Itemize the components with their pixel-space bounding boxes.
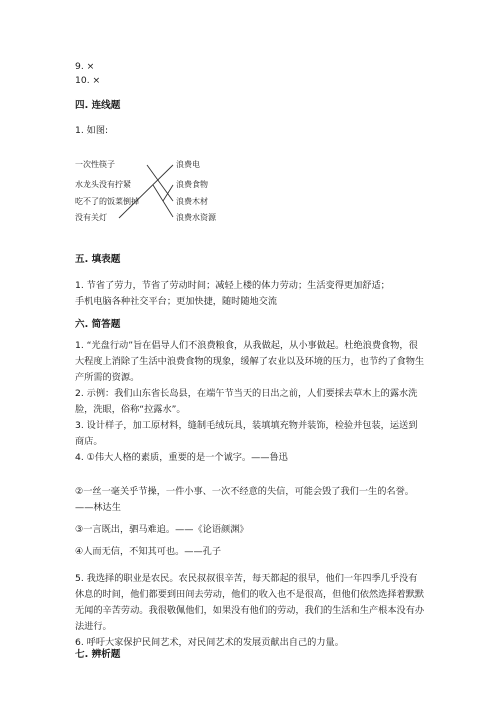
answer-6-3: 3. 设计样子，加工原材料，缝制毛绒玩具，装填填充物并装饰，检验并包装，运送到商店。 — [75, 420, 418, 447]
answer-6-4-quote-4: ④人而无信，不知其可也。——孔子 — [75, 546, 222, 557]
right-item-4: 浪费水资源 — [176, 213, 216, 222]
section-4-heading: 四. 连线题 — [75, 100, 121, 111]
right-item-2: 浪费食物 — [176, 180, 208, 189]
answer-6-5: 5. 我选择的职业是农民。农民叔叔很辛苦，每天都起的很早，他们一年四季几乎没有休息的时间，他们都要到田间去劳动，他们的收入也不是很高，但他们依然选择着默默无闻的辛苦劳动。我很敬佩他们，如果没有他们的劳动，我们的生活和生产根本没有办法进行。 — [75, 573, 425, 632]
section-6-heading: 六. 简答题 — [75, 319, 121, 330]
left-item-4: 没有关灯 — [75, 213, 107, 222]
section-5-line-1: 1. 节省了劳力，节省了劳动时间；减轻上楼的体力劳动；生活变得更加舒适； — [75, 280, 390, 291]
answer-6-4: 4. ①伟大人格的素质，重要的是一个诚字。——鲁迅 — [75, 452, 288, 463]
right-item-3: 浪费木材 — [176, 197, 208, 206]
section-5-line-2: 手机电脑各种社交平台；更加快捷，随时随地交流 — [75, 296, 278, 307]
left-item-2: 水龙头没有拧紧 — [75, 180, 131, 189]
answer-6-6: 6. 呼吁大家保护民间艺术，对民间艺术的发展贡献出自己的力量。 — [75, 637, 344, 648]
section-5-heading: 五. 填表题 — [75, 254, 121, 265]
match-line-4 — [119, 165, 173, 218]
answer-6-4-quote-2: ②一丝一毫关乎节操，一件小事、一次不经意的失信，可能会毁了我们一生的名誉。——林达生 — [75, 486, 414, 513]
answer-10: 10. × — [75, 75, 101, 86]
section-6-body-a — [75, 338, 425, 466]
section-6-body-b — [75, 571, 425, 651]
answer-6-2: 2. 示例：我们山东省长岛县，在端午节当天的日出之前，人们要採去草木上的露水洗脸，洗眼，俗称“拉露水”。 — [75, 388, 418, 415]
left-item-3: 吃不了的饭菜倒掉 — [75, 197, 139, 206]
answer-6-1: 1. “光盘行动”旨在倡导人们不浪费粮食，从我做起，从小事做起。杜绝浪费食物，很大程度上消除了生活中浪费食物的现象，缓解了农业以及环境的压力，也节约了食物生产所需的资源。 — [75, 340, 425, 383]
matching-diagram — [75, 155, 275, 235]
section-4-question-1: 1. 如图: — [75, 125, 109, 136]
answer-6-4-quote-3: ③一言既出，驷马难追。——《论语颜渊》 — [75, 524, 249, 535]
section-7-heading: 七. 辨析题 — [75, 649, 121, 660]
answer-9: 9. × — [75, 61, 95, 72]
left-item-1: 一次性筷子 — [75, 160, 115, 169]
right-item-1: 浪费电 — [176, 160, 200, 169]
